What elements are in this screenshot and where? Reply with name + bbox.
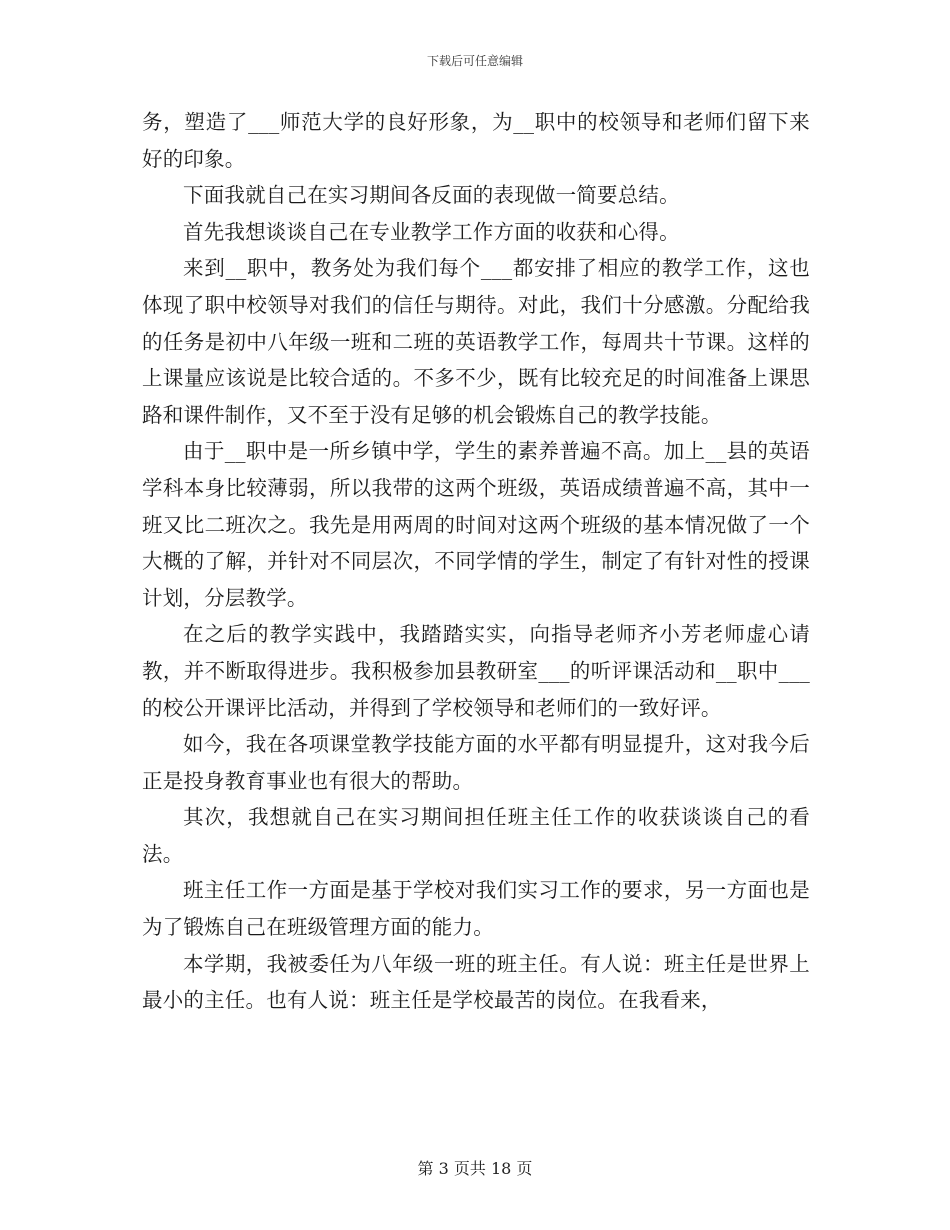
page-number: 第 3 页共 18 页 [417,1159,533,1178]
paragraph: 来到__职中，教务处为我们每个___都安排了相应的教学工作，这也体现了职中校领导对我们的信任与期待。对此，我们十分感激。分配给我的任务是初中八年级一班和二班的英语教学工作，每周共十节课。这样的上课量应该说是比较合适的。不多不少，既有比较充足的时间准备上课思路和课件制作，又不至于没有足够的机会锻炼自己的教学技能。 [142,256,810,427]
paragraph: 如今，我在各项课堂教学技能方面的水平都有明显提升，这对我今后正是投身教育事业也有很大的帮助。 [142,732,810,793]
paragraph: 本学期，我被委任为八年级一班的班主任。有人说：班主任是世界上最小的主任。也有人说：班主任是学校最苦的岗位。在我看来， [142,951,810,1013]
paragraph: 班主任工作一方面是基于学校对我们实习工作的要求，另一方面也是为了锻炼自己在班级管理方面的能力。 [142,878,810,940]
page-header: 下载后可任意编辑 [426,54,523,68]
paragraph: 在之后的教学实践中，我踏踏实实，向指导老师齐小芳老师虚心请教，并不断取得进步。我积极参加县教研室___的听评课活动和__职中___的校公开课评比活动，并得到了学校领导和老师们的一致好评。 [142,622,810,720]
paragraph: 由于__职中是一所乡镇中学，学生的素养普遍不高。加上__县的英语学科本身比较薄弱，所以我带的这两个班级，英语成绩普遍不高，其中一班又比二班次之。我先是用两周的时间对这两个班级的基本情况做了一个大概的了解，并针对不同层次，不同学情的学生，制定了有针对性的授课计划，分层教学。 [142,439,810,610]
document-body [142,104,810,1019]
paragraph: 其次，我想就自己在实习期间担任班主任工作的收获谈谈自己的看法。 [142,805,810,866]
paragraph: 首先我想谈谈自己在专业教学工作方面的收获和心得。 [183,219,680,244]
paragraph-continued: 务，塑造了___师范大学的良好形象，为__职中的校领导和老师们留下来好的印象。 [142,110,810,171]
paragraph: 下面我就自己在实习期间各反面的表现做一简要总结。 [183,183,680,208]
